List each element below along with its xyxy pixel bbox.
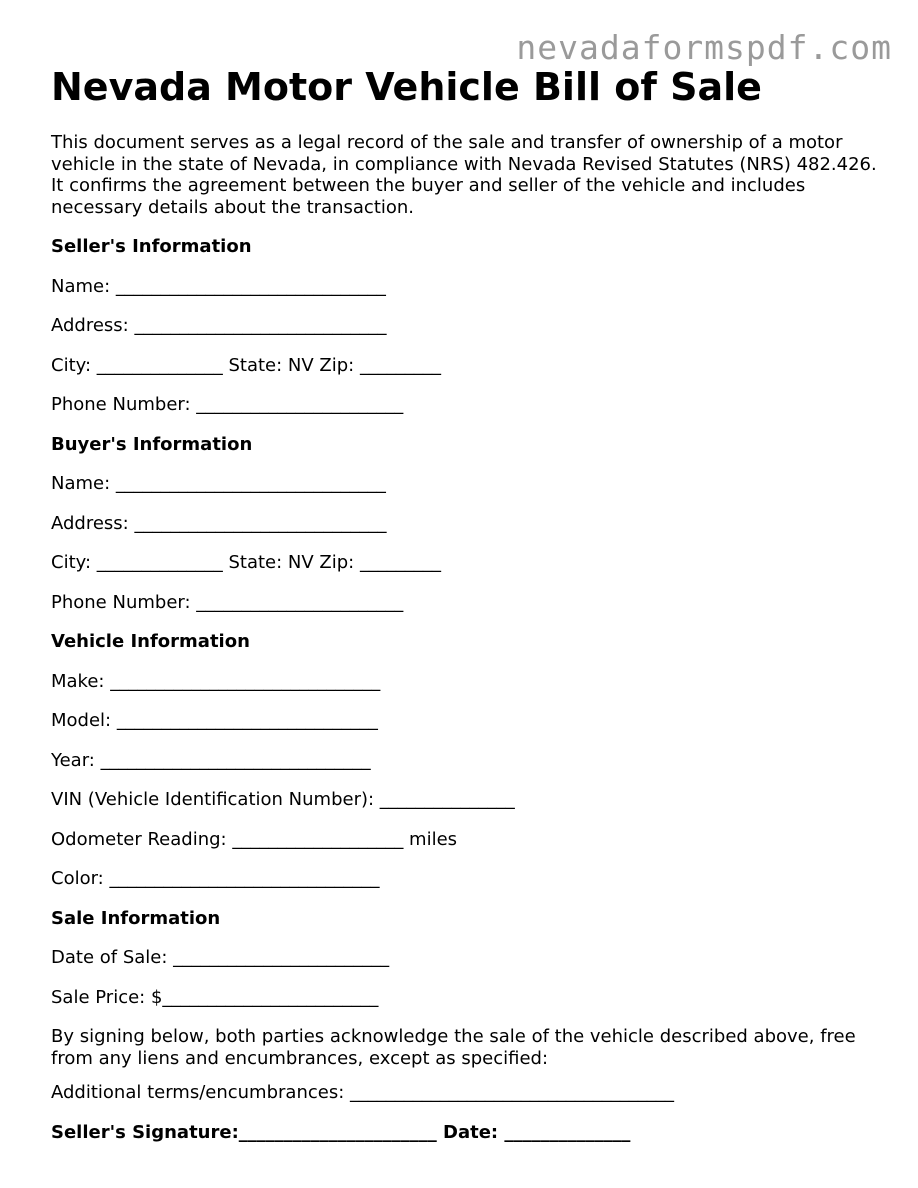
sale-date-field[interactable]: Date of Sale: ________________________ <box>51 947 390 968</box>
vehicle-section <box>51 625 881 902</box>
seller-phone-field[interactable]: Phone Number: _______________________ <box>51 394 404 415</box>
vehicle-odometer-field[interactable]: Odometer Reading: ___________________ miles <box>51 828 458 850</box>
vehicle-year-field[interactable]: Year: ______________________________ <box>51 749 371 771</box>
vehicle-vin-field[interactable]: VIN (Vehicle Identification Number): _______________ <box>51 789 515 810</box>
vehicle-heading: Vehicle Information <box>51 631 250 652</box>
sale-section <box>51 902 881 1156</box>
buyer-section <box>51 428 881 626</box>
seller-section <box>51 230 881 428</box>
buyer-city-state-zip-field[interactable]: City: ______________ State: NV Zip: _________ <box>51 552 441 573</box>
watermark-text: nevadaformspdf.com <box>516 28 892 67</box>
document-page <box>51 62 881 1155</box>
buyer-phone-field[interactable]: Phone Number: _______________________ <box>51 591 404 613</box>
buyer-heading: Buyer's Information <box>51 433 253 455</box>
sale-price-field[interactable]: Sale Price: $________________________ <box>51 986 379 1008</box>
buyer-name-field[interactable]: Name: ______________________________ <box>51 473 386 494</box>
buyer-address-field[interactable]: Address: ____________________________ <box>51 512 387 534</box>
additional-terms-field[interactable]: Additional terms/encumbrances: ____________________________________ <box>51 1082 674 1103</box>
document-title: Nevada Motor Vehicle Bill of Sale <box>51 65 762 109</box>
vehicle-make-field[interactable]: Make: ______________________________ <box>51 670 381 692</box>
intro-paragraph: This document serves as a legal record of the sale and transfer of ownership of a motor vehicle in the state of Nevada, in compliance with Nevada Revised Statutes (NRS) 482.426. It confirms the agreement between the buyer and seller of the vehicle and includes necessary details about the transaction. <box>51 132 877 218</box>
vehicle-model-field[interactable]: Model: _____________________________ <box>51 710 378 731</box>
seller-address-field[interactable]: Address: ____________________________ <box>51 315 387 336</box>
seller-name-field[interactable]: Name: ______________________________ <box>51 275 386 297</box>
acknowledgement-paragraph: By signing below, both parties acknowledge the sale of the vehicle described above, free from any liens and encumbrances, except as specified: <box>51 1026 856 1069</box>
seller-city-state-zip-field[interactable]: City: ______________ State: NV Zip: _________ <box>51 354 441 376</box>
vehicle-color-field[interactable]: Color: ______________________________ <box>51 868 380 889</box>
seller-heading: Seller's Information <box>51 236 252 257</box>
sale-heading: Sale Information <box>51 907 221 929</box>
seller-signature-field[interactable]: Seller's Signature:______________________ Date: ______________ <box>51 1121 631 1143</box>
